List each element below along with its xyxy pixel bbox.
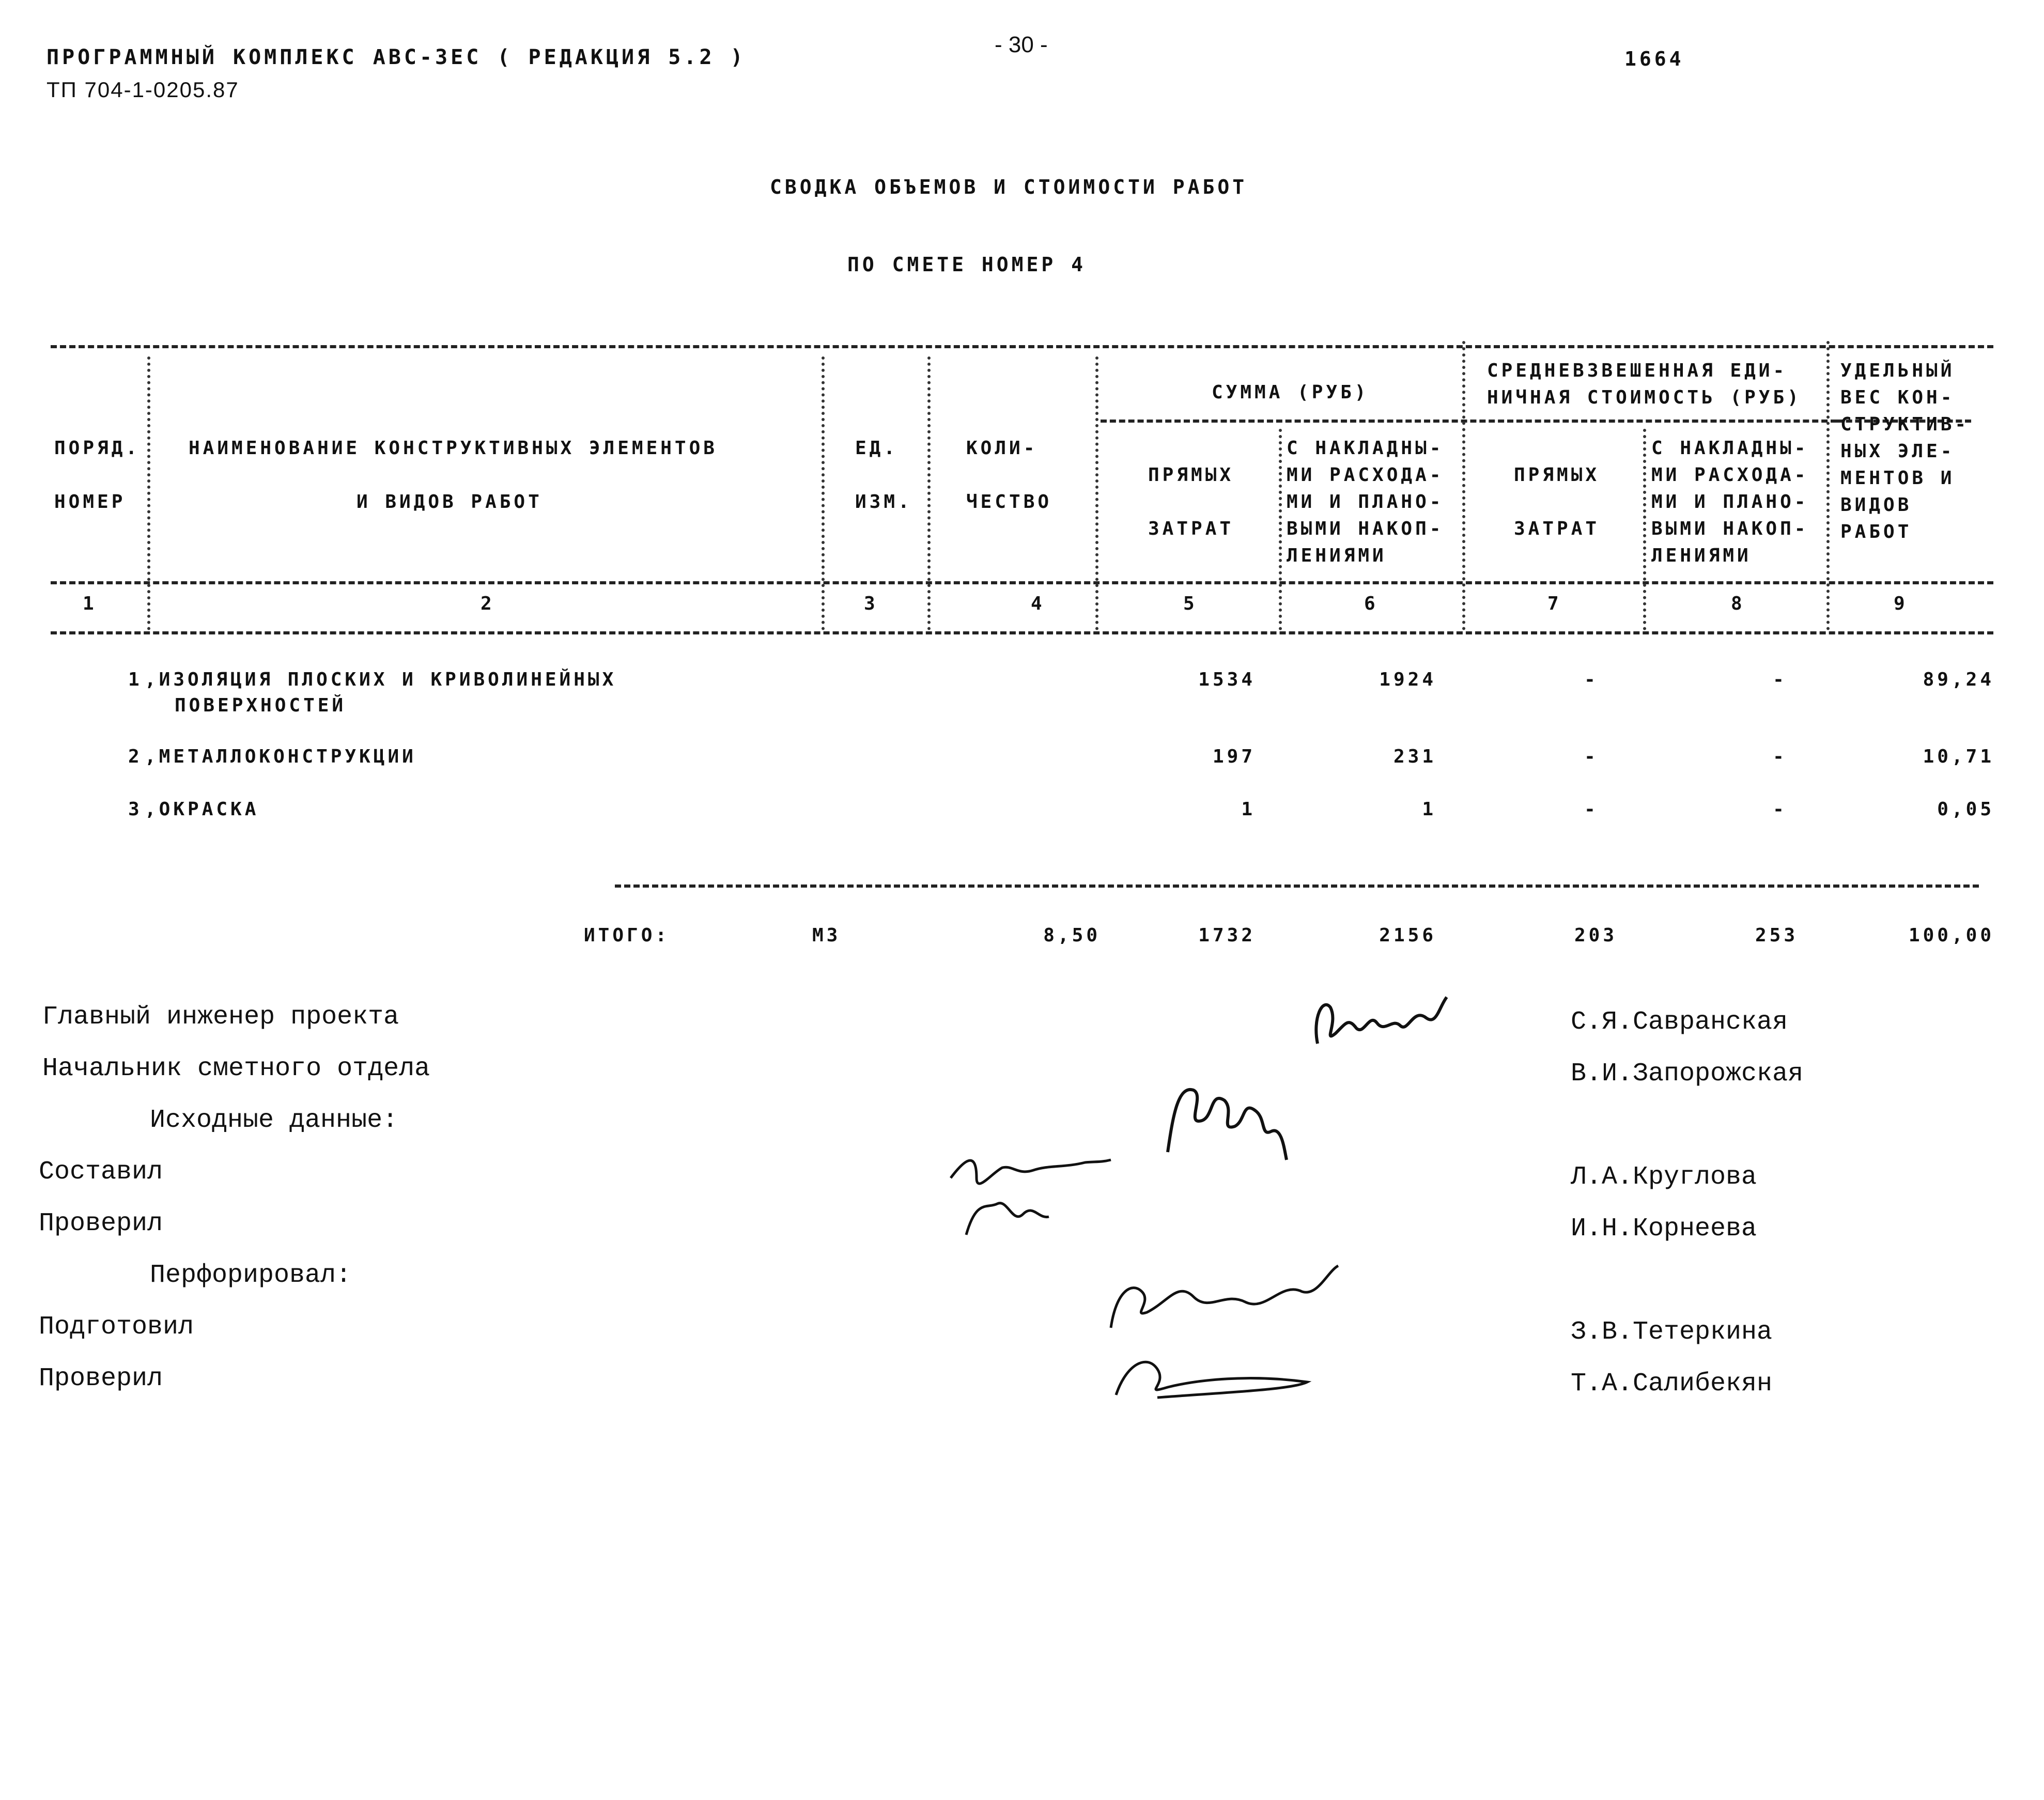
signatory-name: И.Н.Корнеева	[1571, 1214, 1757, 1244]
row-number: 2	[128, 746, 143, 767]
col-number: 8	[1731, 593, 1745, 614]
row-share: 89,24	[1923, 669, 1994, 690]
header-bottom-rule	[51, 581, 1993, 584]
page-number: - 30 -	[995, 32, 1048, 57]
col-header-name-2: И ВИДОВ РАБОТ	[357, 491, 543, 513]
col-header-direct: ПРЯМЫХ ЗАТРАТ	[1148, 464, 1234, 539]
col-number: 5	[1183, 593, 1198, 614]
col-header-overhead: С НАКЛАДНЫ- МИ РАСХОДА- МИ И ПЛАНО- ВЫМИ НАКОП- ЛЕНИЯМИ	[1287, 438, 1444, 566]
signatory-name: Л.А.Круглова	[1571, 1162, 1757, 1192]
signatory-name: С.Я.Савранская	[1571, 1007, 1788, 1037]
col-separator	[1643, 429, 1646, 630]
col-number: 3	[864, 593, 878, 614]
row-avg-overhead: -	[1773, 799, 1787, 820]
col-header-unit: ЕД. ИЗМ.	[855, 438, 912, 513]
signature-section-heading: Исходные данные:	[150, 1106, 398, 1135]
col-header-quantity: КОЛИ- ЧЕСТВО	[966, 438, 1052, 513]
signature-role: Проверил	[39, 1209, 163, 1238]
handwritten-signature	[1157, 1069, 1292, 1168]
row-name-continued: ПОВЕРХНОСТЕЙ	[175, 695, 347, 716]
row-number: 1	[128, 669, 143, 690]
signature-section-heading: Перфорировал:	[150, 1261, 352, 1290]
row-avg-direct: -	[1584, 669, 1599, 690]
row-direct-cost: 197	[1212, 746, 1256, 767]
handwritten-signature	[946, 1147, 1116, 1245]
row-number: 3	[128, 799, 143, 820]
col-header-share: УДЕЛЬНЫЙ ВЕС КОН- СТРУКТИВ- НЫХ ЭЛЕ- МЕНТОВ И ВИДОВ РАБОТ	[1840, 360, 1970, 542]
report-subtitle: ПО СМЕТЕ НОМЕР 4	[847, 253, 1087, 276]
signature-role: Подготовил	[39, 1312, 194, 1342]
handwritten-signature	[1095, 1261, 1354, 1416]
col-number: 1	[83, 593, 97, 614]
col-number: 6	[1364, 593, 1379, 614]
row-overhead-cost: 1	[1422, 799, 1436, 820]
total-rule	[615, 885, 1979, 888]
col-header-avg-direct: ПРЯМЫХ ЗАТРАТ	[1514, 464, 1600, 539]
row-overhead-cost: 1924	[1379, 669, 1436, 690]
row-avg-direct: -	[1584, 799, 1599, 820]
col-separator	[1826, 341, 1830, 630]
report-title: СВОДКА ОБЪЕМОВ И СТОИМОСТИ РАБОТ	[770, 176, 1248, 198]
col-separator	[1279, 429, 1282, 630]
col-number: 7	[1547, 593, 1562, 614]
col-separator	[927, 356, 931, 630]
col-separator	[822, 356, 825, 630]
document-number: 1664	[1624, 48, 1684, 70]
total-share: 100,00	[1908, 925, 1994, 946]
signatory-name: З.В.Тетеркина	[1571, 1317, 1773, 1347]
row-overhead-cost: 231	[1393, 746, 1436, 767]
group-divider-rule	[1101, 420, 1837, 423]
total-avg-direct: 203	[1574, 925, 1617, 946]
col-header-avg-overhead: С НАКЛАДНЫ- МИ РАСХОДА- МИ И ПЛАНО- ВЫМИ НАКОП- ЛЕНИЯМИ	[1651, 438, 1809, 566]
col-header-avg-group: СРЕДНЕВЗВЕШЕННАЯ ЕДИ- НИЧНАЯ СТОИМОСТЬ (РУБ)	[1487, 360, 1802, 408]
col-number: 4	[1031, 593, 1045, 614]
row-avg-overhead: -	[1773, 669, 1787, 690]
signature-role: Составил	[39, 1157, 163, 1187]
total-overhead-cost: 2156	[1379, 925, 1436, 946]
handwritten-signature	[1307, 987, 1452, 1059]
row-direct-cost: 1	[1241, 799, 1256, 820]
column-numbers-rule	[51, 631, 1993, 634]
col-header-sum-group: СУММА (РУБ)	[1212, 382, 1369, 403]
total-unit: М3	[812, 925, 841, 946]
table-top-rule	[51, 345, 1993, 348]
row-direct-cost: 1534	[1198, 669, 1256, 690]
col-header-name: НАИМЕНОВАНИЕ КОНСТРУКТИВНЫХ ЭЛЕМЕНТОВ	[189, 438, 718, 459]
col-separator	[1095, 356, 1098, 630]
row-name: ,МЕТАЛЛОКОНСТРУКЦИИ	[145, 746, 416, 767]
total-direct-cost: 1732	[1198, 925, 1256, 946]
total-label: ИТОГО:	[584, 925, 670, 946]
total-avg-overhead: 253	[1755, 925, 1798, 946]
row-share: 0,05	[1937, 799, 1994, 820]
col-number: 9	[1894, 593, 1908, 614]
signature-role: Проверил	[39, 1364, 163, 1393]
signatory-name: В.И.Запорожская	[1571, 1059, 1804, 1089]
program-header: ПРОГРАММНЫЙ КОМПЛЕКС АВС-3ЕС ( РЕДАКЦИЯ 5.2 )	[47, 45, 746, 69]
col-header-number: ПОРЯД. НОМЕР	[54, 438, 141, 513]
row-name: ,ИЗОЛЯЦИЯ ПЛОСКИХ И КРИВОЛИНЕЙНЫХ	[145, 669, 617, 690]
signature-role: Главный инженер проекта	[42, 1002, 399, 1032]
col-separator	[1462, 341, 1465, 630]
project-code: ТП 704-1-0205.87	[47, 77, 239, 102]
row-avg-overhead: -	[1773, 746, 1787, 767]
col-number: 2	[481, 593, 495, 614]
row-avg-direct: -	[1584, 746, 1599, 767]
row-share: 10,71	[1923, 746, 1994, 767]
signature-role: Начальник сметного отдела	[42, 1054, 430, 1083]
total-quantity: 8,50	[1043, 925, 1101, 946]
signatory-name: Т.А.Салибекян	[1571, 1369, 1773, 1399]
row-name: ,ОКРАСКА	[145, 799, 259, 820]
col-separator	[147, 356, 150, 630]
